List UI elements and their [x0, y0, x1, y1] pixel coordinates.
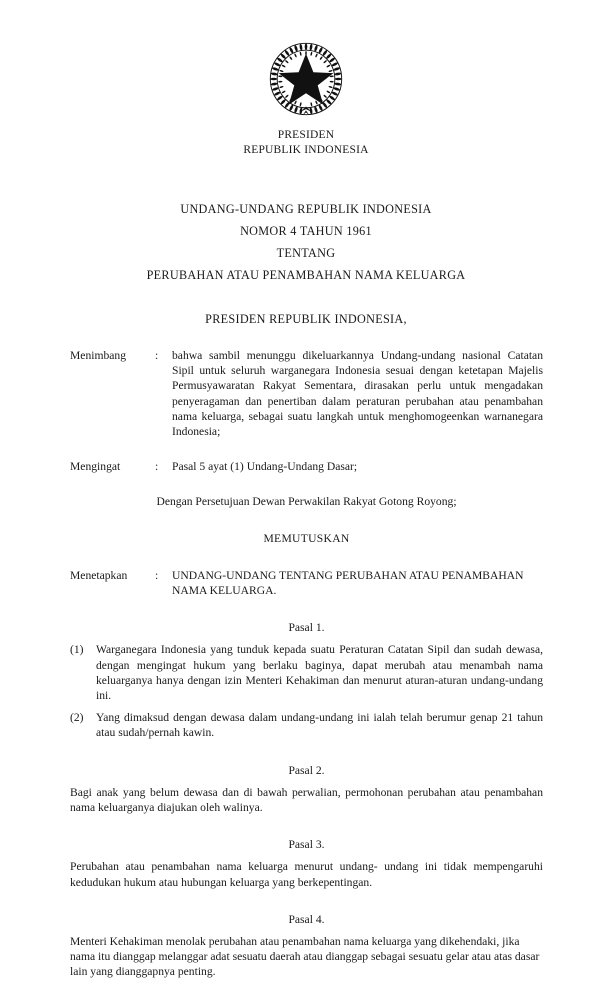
article-1-item-1-text: Warganegara Indonesia yang tunduk kepada suatu Peraturan Catatan Sipil dan sudah dewasa, dengan mengingat hukum yang berlaku baginya, dapat merubah atau menambah nama keluarganya hanya dengan izin Menteri Kehakiman dan menurut aturan-aturan undang-undang ini.: [96, 643, 543, 703]
article-1-item-2-text: Yang dimaksud dengan dewasa dalam undang-undang ini ialah telah berumur genap 21 tahun atau sudah/pernah kawin.: [96, 711, 543, 740]
legal-basis-label: Mengingat: [70, 460, 121, 474]
legal-basis-row: [70, 459, 543, 474]
enactment-text: UNDANG-UNDANG TENTANG PERUBAHAN ATAU PENAMBAHAN NAMA KELUARGA.: [172, 568, 524, 598]
enactment-row: [70, 568, 543, 598]
letterhead-line-republic: REPUBLIK INDONESIA: [243, 143, 369, 156]
article-1-item-1-number: (1): [70, 643, 84, 657]
enactment-colon: :: [155, 568, 159, 582]
approval-line: Dengan Persetujuan Dewan Perwakilan Rakyat Gotong Royong;: [156, 495, 457, 509]
article-3-body: Perubahan atau penambahan nama keluarga menurut undang- undang ini tidak mempengaruhi kedudukan hukum atau hubungan keluarga yang berkepentingan.: [70, 860, 543, 889]
letterhead: [0, 128, 612, 157]
letterhead-line-president: PRESIDEN: [277, 129, 335, 141]
article-heading-2: Pasal 2.: [288, 763, 325, 777]
considerations-text: bahwa sambil menunggu dikeluarkannya Undang-undang nasional Catatan Sipil untuk seluruh warganegara Indonesia sesuai dengan ketetapan Majelis Permusyawaratan Rakyat Sementara, dirasakan perlu untuk mengadakan penyeragaman dan penertiban dalam peraturan perubahan atau penambahan nama keluarga, sebagai suatu langkah untuk menghomogeenkan warnanegara Indonesia;: [172, 349, 543, 439]
article-heading-1: Pasal 1.: [288, 621, 325, 635]
article-1-item-1: [70, 642, 543, 703]
article-4-body: Menteri Kehakiman menolak perubahan atau penambahan nama keluarga yang dikehendaki, jika nama itu dianggap melanggar adat sesuatu daerah atau dianggap sebagai sesuatu gelar atau atas dasar lain yang dianggapnya penting.: [70, 935, 540, 979]
title-about-label: TENTANG: [276, 246, 336, 260]
article-heading-3: Pasal 3.: [288, 838, 325, 852]
title-subject: PERUBAHAN ATAU PENAMBAHAN NAMA KELUARGA: [146, 268, 466, 282]
title-law-type: UNDANG-UNDANG REPUBLIK INDONESIA: [180, 202, 432, 216]
enactment-label: Menetapkan: [70, 568, 128, 582]
document-title-block: [0, 198, 612, 330]
considerations-row: [70, 348, 543, 439]
article-1-item-2-number: (2): [70, 711, 84, 725]
legal-basis-colon: :: [155, 460, 159, 474]
title-president-line: PRESIDEN REPUBLIK INDONESIA,: [205, 312, 407, 326]
decision-heading: MEMUTUSKAN: [263, 531, 350, 545]
document-body: [70, 348, 543, 980]
article-2-body: Bagi anak yang belum dewasa dan di bawah perwalian, permohonan perubahan atau penambahan nama keluarganya diajukan oleh walinya.: [70, 785, 543, 815]
article-heading-4: Pasal 4.: [288, 912, 325, 926]
title-number-year: NOMOR 4 TAHUN 1961: [240, 224, 372, 238]
indonesian-presidential-star-wreath-emblem: [263, 36, 349, 122]
article-1-item-2: [70, 710, 543, 740]
legal-basis-text: Pasal 5 ayat (1) Undang-Undang Dasar;: [172, 460, 358, 474]
emblem-container: [0, 36, 612, 127]
considerations-colon: :: [155, 349, 159, 362]
considerations-label: Menimbang: [70, 349, 127, 362]
